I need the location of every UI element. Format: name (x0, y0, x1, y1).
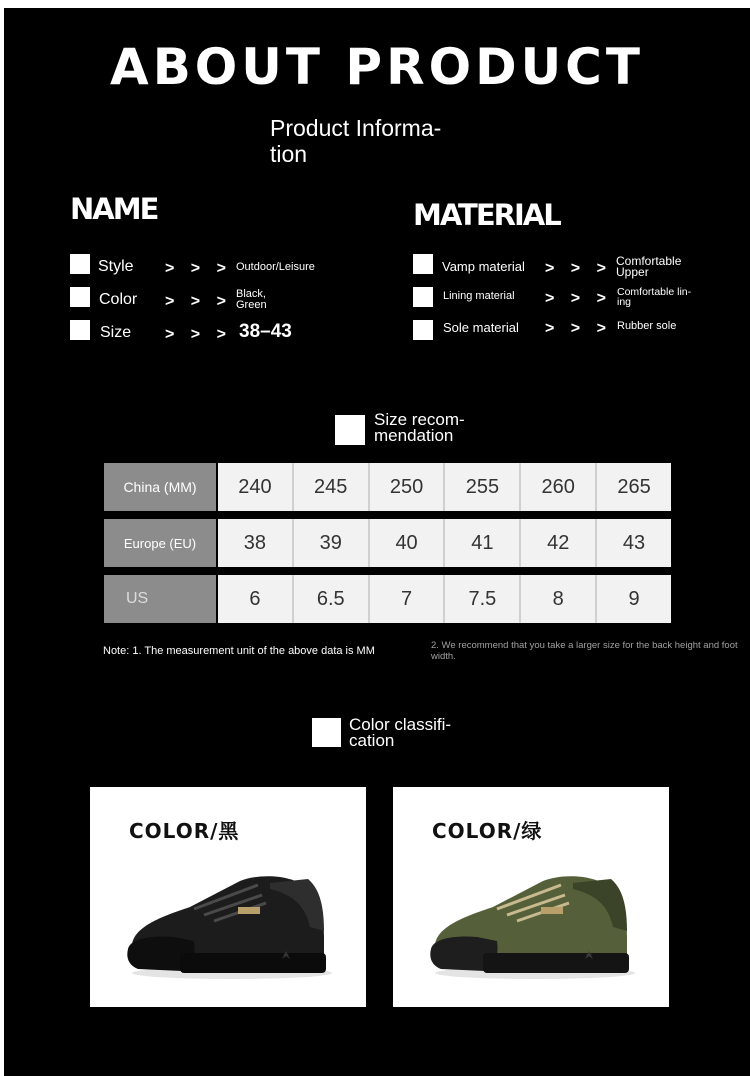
size-cell: 41 (445, 519, 521, 567)
size-cell: 6.5 (294, 575, 370, 623)
size-cell: 39 (294, 519, 370, 567)
arrow-icon: > > > (165, 326, 232, 343)
size-note-2: 2. We recommend that you take a larger size for the back height and foot width. (431, 640, 738, 662)
vamp-material-value: Comfortable Upper (616, 254, 682, 279)
size-cell: 255 (445, 463, 521, 511)
page-title: ABOUT PRODUCT (110, 38, 644, 96)
checkbox-icon (413, 254, 433, 274)
color-classification-heading: Color classifi- cation (349, 715, 452, 750)
color-panel-green (393, 787, 669, 1007)
size-recommendation-heading: Size recom- mendation (374, 410, 465, 445)
size-cell: 43 (597, 519, 671, 567)
size-note-1: Note: 1. The measurement unit of the above data is MM (103, 645, 375, 657)
row-header-china: China (MM) (104, 463, 218, 511)
row-header-europe: Europe (EU) (104, 519, 218, 567)
size-cell: 265 (597, 463, 671, 511)
color-panel-title: COLOR/黑 (129, 819, 240, 843)
checkbox-icon (413, 320, 433, 340)
color-label: Color (99, 291, 138, 308)
size-cell: 9 (597, 575, 671, 623)
section-marker-icon (335, 415, 365, 445)
size-cell: 42 (521, 519, 597, 567)
arrow-icon: > > > (545, 320, 612, 337)
size-cell: 8 (521, 575, 597, 623)
arrow-icon: > > > (165, 260, 232, 277)
checkbox-icon (70, 254, 90, 274)
size-row-us (104, 575, 671, 623)
checkbox-icon (70, 320, 90, 340)
size-cell: 250 (370, 463, 446, 511)
product-information-subtitle: Product Informa- tion (270, 115, 442, 167)
sole-material-value: Rubber sole (617, 320, 677, 332)
sole-material-label: Sole material (443, 320, 519, 335)
name-heading: NAME (70, 192, 158, 226)
vamp-material-label: Vamp material (442, 259, 525, 274)
checkbox-icon (413, 287, 433, 307)
checkbox-icon (70, 287, 90, 307)
size-cell: 245 (294, 463, 370, 511)
size-label: Size (100, 324, 132, 341)
color-value: Black, Green (236, 288, 267, 311)
product-detail-page (4, 8, 750, 1076)
arrow-icon: > > > (165, 293, 232, 310)
size-cell: 7.5 (445, 575, 521, 623)
size-cell: 40 (370, 519, 446, 567)
size-cell: 38 (218, 519, 294, 567)
row-header-us: US (104, 575, 218, 623)
size-cell: 6 (218, 575, 294, 623)
style-label: Style (98, 258, 134, 275)
color-panel-black (90, 787, 366, 1007)
size-cell: 260 (521, 463, 597, 511)
lining-material-value: Comfortable lin- ing (617, 286, 692, 308)
arrow-icon: > > > (545, 260, 612, 277)
section-marker-icon (312, 718, 341, 747)
size-row-europe (104, 519, 671, 567)
size-value: 38–43 (239, 321, 292, 342)
color-panel-title: COLOR/绿 (432, 819, 543, 843)
size-cell: 240 (218, 463, 294, 511)
style-value: Outdoor/Leisure (236, 261, 315, 273)
arrow-icon: > > > (545, 290, 612, 307)
green-shoe-image (423, 867, 643, 987)
lining-material-label: Lining material (443, 290, 515, 302)
size-row-china (104, 463, 671, 511)
black-shoe-image (120, 867, 340, 987)
material-heading: MATERIAL (413, 198, 560, 232)
size-cell: 7 (370, 575, 446, 623)
